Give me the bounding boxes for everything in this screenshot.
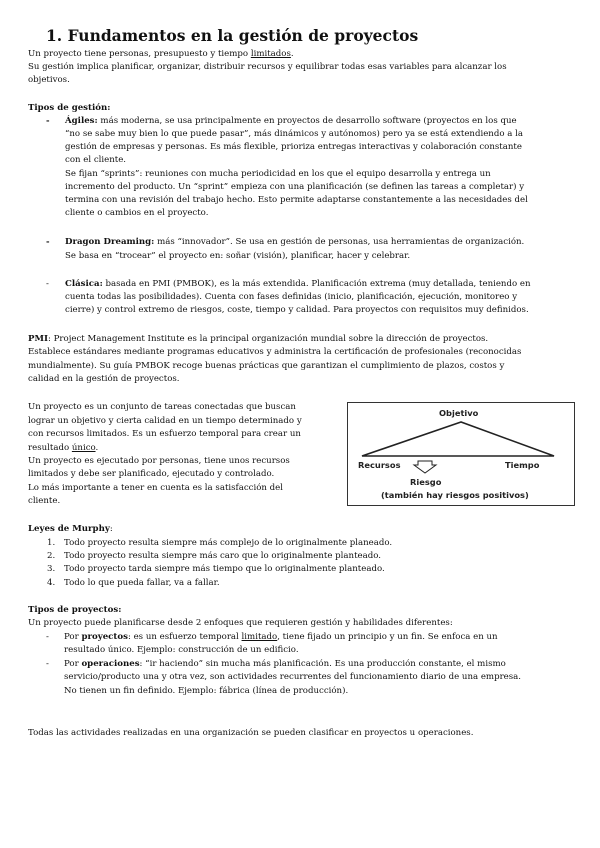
- list-item-clasica: Clásica: basada en PMI (PMBOK), es la más extendida. Planificación extrema (muy detallada, teniendo en: [65, 279, 531, 289]
- intro-line: objetivos.: [28, 75, 70, 85]
- list-item-line: cuenta todas las posibilidades). Cuenta con fases definidas (inicio, planificación, ejecución, monitoreo y: [65, 292, 518, 302]
- list-bullet: -: [46, 237, 50, 247]
- list-item-line: incremento del producto. Un “sprint” empieza con una planificación (se definen las tareas a completar) y: [65, 182, 525, 192]
- proyecto-line: con recursos limitados. Es un esfuerzo temporal para crear un: [28, 429, 301, 439]
- section-heading-tipos-gestion: Tipos de gestión:: [28, 103, 111, 113]
- intro-line: Su gestión implica planificar, organizar, distribuir recursos y equilibrar todas esas variables para alcanzar los: [28, 62, 507, 72]
- list-number: 2.: [47, 551, 56, 561]
- list-item-line: servicio/producto una y otra vez, son actividades recurrentes del funcionamiento diario de una empresa.: [64, 672, 522, 682]
- pmi-line: mundialmente). Su guía PMBOK recoge buenas prácticas que garantizan el cumplimiento de plazos, costos y: [28, 361, 505, 371]
- list-bullet: -: [46, 279, 49, 289]
- conclusion: Todas las actividades realizadas en una organización se pueden clasificar en proyectos u operaciones.: [28, 728, 474, 738]
- diagram-label-riesgos-positivos: (también hay riesgos positivos): [381, 490, 529, 500]
- murphy-law: Todo proyecto resulta siempre más complejo de lo originalmente planeado.: [64, 538, 393, 548]
- pmi-line: calidad en la gestión de proyectos.: [28, 374, 180, 384]
- list-item-proyectos: Por proyectos: es un esfuerzo temporal limitado, tiene fijado un principio y un fin. Se enfoca en un: [64, 632, 498, 642]
- pmi-paragraph: PMI: Project Management Institute es la principal organización mundial sobre la dirección de proyectos.: [28, 334, 489, 344]
- triangle-shape: [362, 422, 554, 456]
- list-number: 3.: [47, 564, 56, 574]
- section-heading-murphy: Leyes de Murphy:: [28, 524, 113, 534]
- down-arrow-icon: [414, 461, 436, 473]
- list-item-line: cierre) y control extremo de riesgos, coste, tiempo y calidad. Para proyectos con requisitos muy definidos.: [65, 305, 529, 315]
- diagram-label-objetivo: Objetivo: [439, 408, 479, 418]
- proyecto-line: Un proyecto es un conjunto de tareas conectadas que buscan: [28, 402, 296, 412]
- proyecto-line: limitados y debe ser planificado, ejecutado y controlado.: [28, 469, 275, 479]
- intro-line: Un proyecto tiene personas, presupuesto y tiempo limitados.: [28, 49, 294, 59]
- list-number: 4.: [47, 578, 56, 588]
- murphy-law: Todo lo que pueda fallar, va a fallar.: [64, 578, 220, 588]
- list-item-line: Se basa en “trocear” el proyecto en: soñar (visión), planificar, hacer y celebrar.: [65, 251, 411, 261]
- list-item-dragon-dreaming: Dragon Dreaming: más “innovador”. Se usa en gestión de personas, usa herramientas de organización.: [65, 237, 525, 247]
- proyecto-line: lograr un objetivo y cierta calidad en un tiempo determinado y: [28, 416, 302, 426]
- proyecto-line: resultado único.: [28, 443, 99, 453]
- proyecto-line: Un proyecto es ejecutado por personas, tiene unos recursos: [28, 456, 290, 466]
- page-title: 1. Fundamentos en la gestión de proyectos: [46, 26, 419, 45]
- list-item-line: Se fijan “sprints”: reuniones con mucha periodicidad en los que el equipo desarrolla y entrega un: [65, 169, 491, 179]
- list-bullet: -: [46, 632, 49, 642]
- list-item-line: cliente o cambios en el proyecto.: [65, 208, 209, 218]
- tipos-proyectos-intro: Un proyecto puede planificarse desde 2 enfoques que requieren gestión y habilidades diferentes:: [28, 618, 453, 628]
- list-item-line: gestión de empresas y personas. Es más flexible, prioriza entregas interactivas y colaboración constante: [65, 142, 522, 152]
- list-item-agiles: Ágiles: más moderna, se usa principalmente en proyectos de desarrollo software (proyectos en los que: [65, 116, 517, 126]
- diagram-label-riesgo: Riesgo: [410, 477, 442, 487]
- murphy-law: Todo proyecto resulta siempre más caro que lo originalmente planteado.: [64, 551, 381, 561]
- list-bullet: -: [46, 659, 49, 669]
- list-item-line: termina con una revisión del trabajo hecho. Esto permite adaptarse constantemente a las necesidades del: [65, 195, 528, 205]
- list-bullet: -: [46, 116, 50, 126]
- list-item-line: resultado único. Ejemplo: construcción de un edificio.: [64, 645, 299, 655]
- project-triangle-diagram: [347, 402, 575, 506]
- list-item-line: No tienen un fin definido. Ejemplo: fábrica (línea de producción).: [64, 686, 349, 696]
- murphy-law: Todo proyecto tarda siempre más tiempo que lo originalmente planteado.: [64, 564, 385, 574]
- proyecto-line: cliente.: [28, 496, 61, 506]
- list-item-line: “no se sabe muy bien lo que puede pasar”, más dinámicos y autónomos) pero ya se está extendiendo a la: [65, 129, 523, 139]
- diagram-label-recursos: Recursos: [358, 460, 401, 470]
- section-heading-tipos-proyectos: Tipos de proyectos:: [28, 605, 122, 615]
- list-number: 1.: [47, 538, 56, 548]
- pmi-line: Establece estándares mediante programas educativos y administra la certificación de profesionales (reconocidas: [28, 347, 522, 357]
- diagram-label-tiempo: Tiempo: [505, 460, 540, 470]
- list-item-line: con el cliente.: [65, 155, 127, 165]
- proyecto-line: Lo más importante a tener en cuenta es la satisfacción del: [28, 483, 284, 493]
- list-item-operaciones: Por operaciones: “ir haciendo” sin mucha más planificación. Es una producción constante, el mismo: [64, 659, 506, 669]
